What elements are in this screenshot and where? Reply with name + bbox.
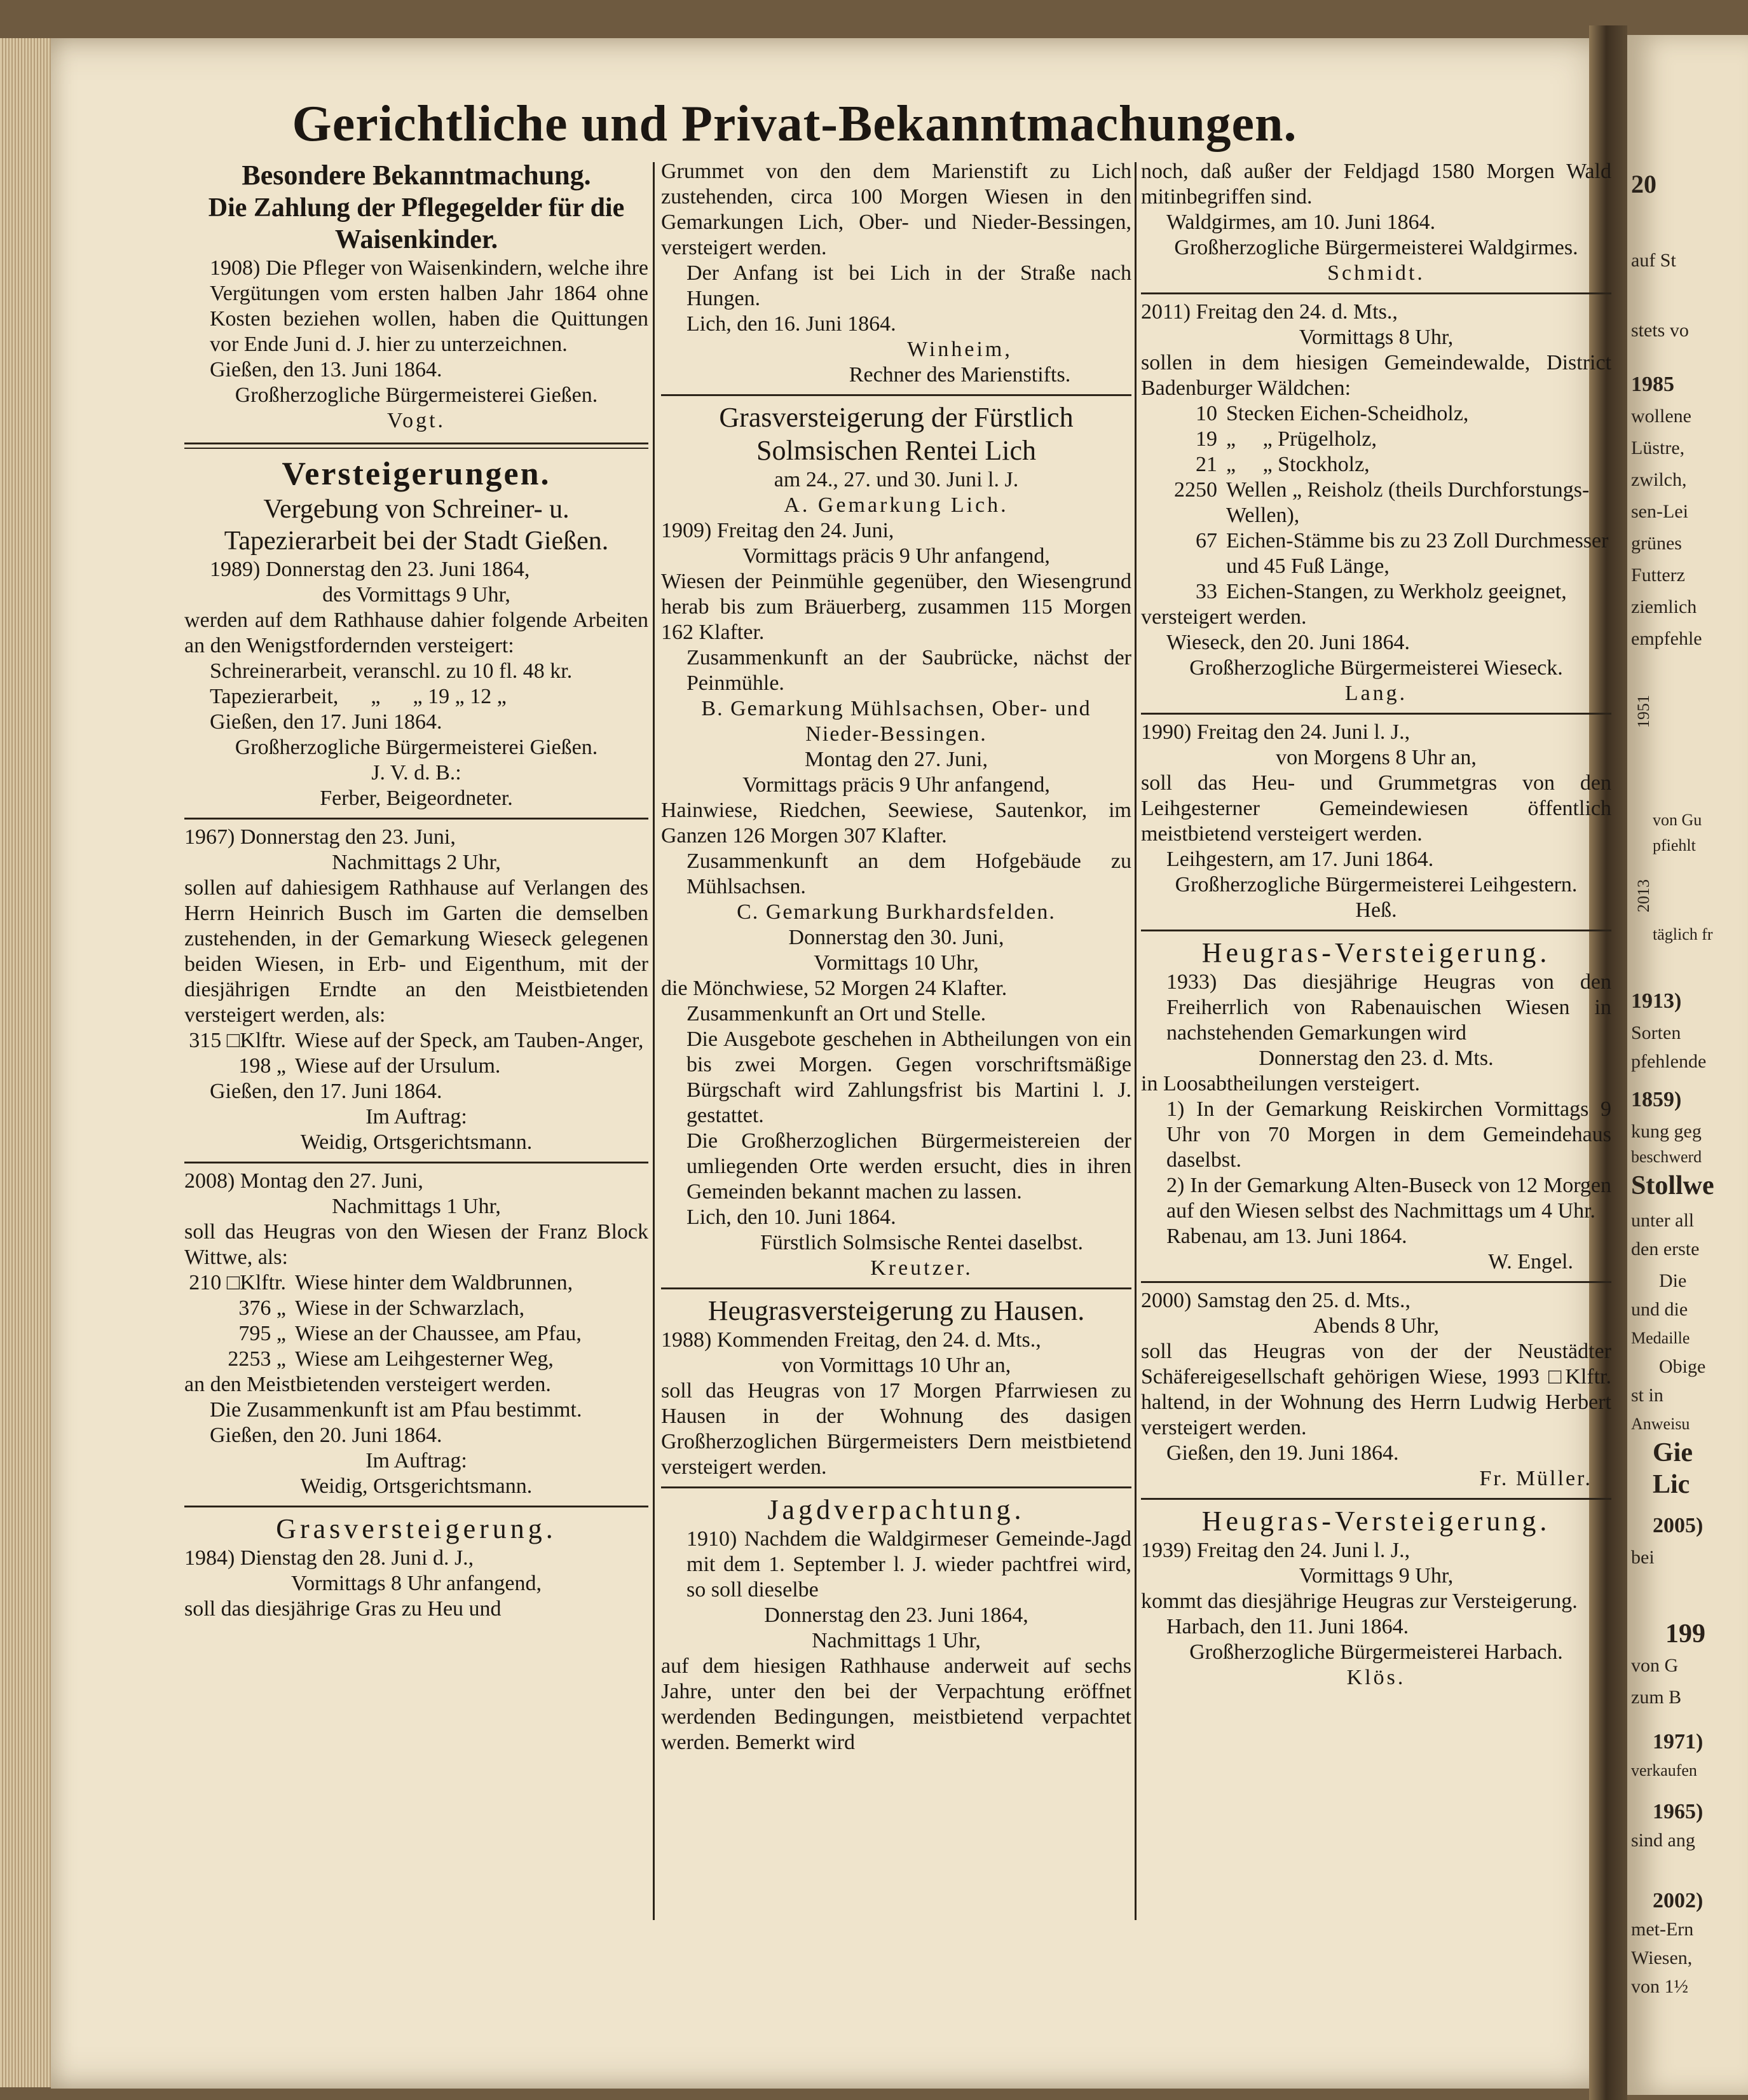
notice-line: 2008) Montag den 27. Juni,	[184, 1169, 423, 1193]
notice-text: in Loosabtheilungen versteigert.	[1141, 1072, 1421, 1095]
item-desc: Wiese auf der Speck, am Tauben-Anger,	[295, 1029, 644, 1052]
notice-line: 1984) Dienstag den 28. Juni d. J.,	[184, 1546, 474, 1570]
item-count: 21	[1196, 453, 1217, 476]
notice-place-date: Wieseck, den 20. Juni 1864.	[1166, 631, 1410, 654]
notice-line: Vormittags präcis 9 Uhr anfangend,	[742, 544, 1050, 568]
notice-authority: Fürstlich Solmsische Rentei daselbst.	[760, 1231, 1084, 1254]
notice-item	[184, 1270, 648, 1296]
right-line: Lüstre,	[1631, 437, 1685, 458]
notice-signature: Klös.	[1346, 1666, 1406, 1689]
notice-rule	[661, 1486, 1131, 1488]
item-count: 10	[1196, 402, 1217, 425]
notice-line: Abends 8 Uhr,	[1313, 1314, 1439, 1338]
right-line: von Gu	[1653, 811, 1702, 829]
item-size: 795 „	[238, 1322, 286, 1345]
right-line: Anweisu	[1631, 1415, 1690, 1433]
notice-rule	[661, 1287, 1131, 1289]
notice-item	[184, 1347, 648, 1372]
item-desc: Wiese hinter dem Waldbrunnen,	[295, 1271, 573, 1294]
right-line: 2002)	[1653, 1889, 1704, 1912]
notice-signature: Schmidt.	[1327, 261, 1425, 285]
notice-heading: Grasversteigerung der Fürstlich Solmsischen Rentei Lich	[719, 402, 1074, 466]
right-line: zwilch,	[1631, 469, 1687, 490]
notice-text: 1908) Die Pfleger von Waisenkindern, welche ihre Vergütungen vom ersten halben Jahr 1864 ohne Kosten beziehen wollen, haben die Quittungen vor Ende Juni d. J. hier zu unterzeichnen.	[210, 256, 648, 356]
right-page-number: 20	[1631, 170, 1656, 198]
page-edges	[0, 38, 54, 2087]
item-desc: Eichen-Stangen, zu Werkholz geeignet,	[1226, 580, 1567, 603]
notice-place-date: Gießen, den 17. Juni 1864.	[210, 710, 442, 734]
notice-item	[1141, 401, 1611, 427]
notice-text: kommt das diesjährige Heugras zur Versteigerung.	[1141, 1589, 1578, 1613]
right-line: 1985	[1631, 373, 1674, 396]
right-line: kung geg	[1631, 1121, 1702, 1142]
notice-authority: Im Auftrag:	[365, 1105, 467, 1129]
notice-rule	[184, 1162, 648, 1163]
item-count: 33	[1196, 580, 1217, 603]
notice-signature: Fr. Müller.	[1479, 1467, 1592, 1490]
right-line: den erste	[1631, 1239, 1700, 1259]
item-size: 376 „	[238, 1296, 286, 1320]
notice-heading: Heugras-Versteigerung.	[1201, 937, 1551, 968]
item-desc: Stecken Eichen-Scheidholz,	[1226, 402, 1469, 425]
notice-line: Vormittags 8 Uhr anfangend,	[290, 1572, 542, 1595]
notice-text: 1910) Nachdem die Waldgirmeser Gemeinde-Jagd mit dem 1. September l. J. wieder pachtfrei wird, so soll dieselbe	[686, 1527, 1131, 1602]
item-size: 315 □Klftr.	[189, 1029, 286, 1052]
notice-item	[1141, 579, 1611, 605]
notice-line: Donnerstag den 30. Juni,	[788, 926, 1004, 949]
notice-text: Der Anfang ist bei Lich in der Straße nach Hungen.	[686, 261, 1131, 310]
item-desc: Wiese am Leihgesterner Weg,	[295, 1347, 554, 1371]
notice-place-date: Gießen, den 17. Juni 1864.	[210, 1080, 442, 1103]
notice-place-date: Lich, den 16. Juni 1864.	[686, 312, 896, 336]
notice-item	[184, 1028, 648, 1053]
notice-item	[184, 1321, 648, 1347]
notice-item: Tapezierarbeit, „ „ 19 „ 12 „	[210, 685, 507, 708]
right-line: Obige	[1659, 1356, 1706, 1377]
notice-rule	[661, 394, 1131, 396]
right-line: met-Ern	[1631, 1919, 1694, 1940]
notice-heading: Heugrasversteigerung zu Hausen.	[707, 1295, 1085, 1326]
notice-place-date: Harbach, den 11. Juni 1864.	[1166, 1615, 1409, 1638]
notice-text: Die Zusammenkunft ist am Pfau bestimmt.	[210, 1398, 582, 1422]
item-desc: Wiese auf der Ursulum.	[295, 1054, 501, 1078]
notice-item: Schreinerarbeit, veranschl. zu 10 fl. 48 kr.	[210, 659, 573, 683]
notice-text: Wiesen der Peinmühle gegenüber, den Wiesengrund herab bis zum Bräuerberg, zusammen 115 Morgen 162 Klafter.	[661, 570, 1131, 644]
notice-text: soll das Heu- und Grummetgras von den Leihgesterner Gemeindewiesen öffentlich meistbietend versteigert werden.	[1141, 771, 1611, 846]
item-count: 67	[1196, 529, 1217, 552]
notice-text: Die Ausgebote geschehen in Abtheilungen von ein bis zwei Morgen. Gegen vorschriftsmäßige Bürgschaft wird Zahlungsfrist bis Martini l. J. gestattet.	[686, 1027, 1131, 1127]
notice-text: Die Großherzoglichen Bürgermeistereien der umliegenden Orte werden ersucht, dies in ihren Gemeinden bekannt machen zu lassen.	[686, 1129, 1131, 1204]
item-desc: Wiese an der Chaussee, am Pfau,	[295, 1322, 582, 1345]
column-1	[184, 159, 648, 1622]
item-desc: Wellen „ Reisholz (theils Durchforstungs-Wellen),	[1226, 478, 1590, 527]
notice-line: Vormittags 8 Uhr,	[1299, 326, 1454, 349]
notice-authority: Im Auftrag:	[365, 1449, 467, 1472]
notice-text: soll das Heugras von der der Neustädter Schäfereigesellschaft gehörigen Wiese, 1993 □Klftr. haltend, in der Wohnung des Herrn Ludwig Herbert versteigert werden.	[1141, 1340, 1611, 1439]
notice-heading: Vergebung von Schreiner- u. Tapezierarbeit bei der Stadt Gießen.	[224, 495, 609, 556]
notice-place-date: Leihgestern, am 17. Juni 1864.	[1166, 848, 1434, 871]
notice-authority: Großherzogliche Bürgermeisterei Harbach.	[1189, 1640, 1563, 1664]
notice-line: am 24., 27. und 30. Juni l. J.	[774, 468, 1019, 491]
notice-text: die Mönchwiese, 52 Morgen 24 Klafter.	[661, 977, 1007, 1000]
notice-signature: Winheim,	[907, 338, 1013, 361]
right-line: Futterz	[1631, 565, 1685, 586]
notice-item	[1141, 427, 1611, 452]
item-desc: „ „ Stockholz,	[1226, 453, 1370, 476]
notice-text: auf dem hiesigen Rathhause anderweit auf sechs Jahre, unter den bei der Verpachtung eröffnet werdenden Bedingungen, meistbietend verpachtet werden. Bemerkt wird	[661, 1654, 1131, 1754]
notice-heading: Jagdverpachtung.	[767, 1494, 1025, 1525]
item-size: 2253 „	[228, 1347, 286, 1371]
notice-place-date: Waldgirmes, am 10. Juni 1864.	[1166, 210, 1436, 234]
right-line: 1859)	[1631, 1088, 1682, 1111]
right-line: Wiesen,	[1631, 1947, 1693, 1968]
notice-rule	[1141, 1498, 1611, 1500]
right-line: 1951	[1634, 695, 1653, 728]
notice-text: Zusammenkunft an dem Hofgebäude zu Mühlsachsen.	[686, 849, 1131, 898]
notice-heading: Besondere Bekanntmachung.	[242, 160, 591, 191]
notice-line: Nachmittags 1 Uhr,	[812, 1629, 981, 1652]
notice-text: versteigert werden.	[1141, 605, 1307, 629]
notice-text: Hainwiese, Riedchen, Seewiese, Sautenkor, im Ganzen 126 Morgen 307 Klafter.	[661, 799, 1131, 848]
notice-line: Nachmittags 2 Uhr,	[332, 851, 501, 874]
right-line: unter all	[1631, 1210, 1695, 1231]
notice-line: Nachmittags 1 Uhr,	[332, 1195, 501, 1218]
notice-authority: Großherzogliche Bürgermeisterei Waldgirmes.	[1174, 236, 1578, 259]
column-divider	[653, 162, 655, 1920]
section-rule	[184, 443, 648, 449]
notice-rule	[184, 818, 648, 820]
item-count: 2250	[1174, 478, 1217, 502]
right-line: 1965)	[1653, 1800, 1704, 1823]
right-line: von 1½	[1631, 1976, 1688, 1997]
notice-line: 1990) Freitag den 24. Juni l. J.,	[1141, 720, 1410, 744]
right-line: sind ang	[1631, 1830, 1695, 1851]
right-line: Medaille	[1631, 1329, 1690, 1347]
notice-text: noch, daß außer der Feldjagd 1580 Morgen Wald mitinbegriffen sind.	[1141, 160, 1611, 209]
notice-subheading: Die Zahlung der Pflegegelder für die Waisenkinder.	[208, 193, 625, 254]
notice-signature: Ferber, Beigeordneter.	[320, 786, 513, 810]
notice-text: sollen in dem hiesigen Gemeindewalde, District Badenburger Wäldchen:	[1141, 351, 1611, 400]
notice-signature: Vogt.	[386, 409, 446, 432]
notice-line: Montag den 27. Juni,	[804, 748, 988, 771]
notice-rule	[184, 1506, 648, 1507]
right-line: bei	[1631, 1547, 1655, 1568]
notice-line: Donnerstag den 23. d. Mts.	[1259, 1047, 1494, 1070]
right-page-fragment	[1627, 35, 1748, 2095]
notice-signature: Lang.	[1344, 682, 1408, 705]
column-2	[661, 159, 1131, 1755]
item-size: 210 □Klftr.	[189, 1271, 286, 1294]
right-line: st in	[1631, 1385, 1663, 1406]
notice-line: des Vormittags 9 Uhr,	[322, 583, 510, 607]
notice-heading: Heugras-Versteigerung.	[1201, 1506, 1551, 1537]
notice-signature: Weidig, Ortsgerichtsmann.	[300, 1130, 533, 1154]
column-3	[1141, 159, 1611, 1691]
item-desc: Wiese in der Schwarzlach,	[295, 1296, 525, 1320]
notice-rule	[1141, 713, 1611, 715]
notice-line: 1989) Donnerstag den 23. Juni 1864,	[210, 558, 530, 581]
notice-text: an den Meistbietenden versteigert werden.	[184, 1373, 551, 1396]
notice-text: 1933) Das diesjährige Heugras von den Freiherrlich von Rabenauischen Wiesen in nachstehenden Gemarkungen wird	[1166, 970, 1611, 1045]
right-line: ziemlich	[1631, 596, 1697, 617]
notice-item	[1141, 528, 1611, 579]
notice-signature: Rechner des Marienstifts.	[849, 363, 1071, 387]
notice-authority: Großherzogliche Bürgermeisterei Gießen.	[235, 736, 598, 759]
right-line: 2013	[1634, 879, 1653, 912]
right-line: sen-Lei	[1631, 501, 1688, 522]
notice-line: Vormittags 10 Uhr,	[814, 951, 979, 975]
notice-signature: Weidig, Ortsgerichtsmann.	[300, 1474, 533, 1498]
right-line: 2005)	[1653, 1514, 1704, 1537]
item-count: 19	[1196, 427, 1217, 451]
item-desc: Eichen-Stämme bis zu 23 Zoll Durchmesser und 45 Fuß Länge,	[1226, 529, 1609, 578]
right-line: und die	[1631, 1299, 1688, 1320]
notice-place-date: Gießen, den 19. Juni 1864.	[1166, 1441, 1399, 1465]
notice-text: sollen auf dahiesigem Rathhause auf Verlangen des Herrn Heinrich Busch im Garten die demselben zustehenden, in der Gemarkung Wieseck gelegenen beiden Wiesen, in Erb- und Eigenthum, mit der diesjährigen Erndte an den Meistbietenden versteigert werden, als:	[184, 876, 648, 1027]
right-line: Sorten	[1631, 1022, 1681, 1043]
right-line: pfehlende	[1631, 1051, 1707, 1072]
notice-place-date: Gießen, den 20. Juni 1864.	[210, 1424, 442, 1447]
notice-place-date: Gießen, den 13. Juni 1864.	[210, 358, 442, 381]
notice-line: von Vormittags 10 Uhr an,	[781, 1354, 1011, 1377]
right-line: pfiehlt	[1653, 836, 1696, 854]
notice-line: Vormittags 9 Uhr,	[1299, 1564, 1454, 1588]
notice-signature: Kreutzer.	[870, 1256, 973, 1280]
notice-signature: Heß.	[1355, 898, 1397, 922]
notice-text: Zusammenkunft an der Saubrücke, nächst der Peinmühle.	[686, 646, 1131, 695]
right-line: beschwerd	[1631, 1148, 1702, 1166]
notice-place-date: Rabenau, am 13. Juni 1864.	[1166, 1225, 1407, 1248]
notice-text: soll das Heugras von den Wiesen der Franz Block Wittwe, als:	[184, 1220, 648, 1269]
notice-line: Donnerstag den 23. Juni 1864,	[764, 1603, 1028, 1627]
notice-text: werden auf dem Rathhause dahier folgende Arbeiten an den Wenigstfordernden versteigert:	[184, 608, 648, 657]
notice-item: 1) In der Gemarkung Reiskirchen Vormittags 9 Uhr von 70 Morgen in dem Gemeindehaus daselbst.	[1166, 1097, 1611, 1172]
notice-item: 2) In der Gemarkung Alten-Buseck von 12 Morgen auf den Wiesen selbst des Nachmittags um 4 Uhr.	[1166, 1174, 1611, 1223]
item-desc: „ „ Prügelholz,	[1226, 427, 1377, 451]
notice-line: Vormittags präcis 9 Uhr anfangend,	[742, 773, 1050, 797]
notice-subheading: C. Gemarkung Burkhardsfelden.	[737, 900, 1056, 924]
notice-subheading: B. Gemarkung Mühlsachsen, Ober- und Nieder-Bessingen.	[701, 697, 1091, 746]
notice-item	[184, 1053, 648, 1079]
notice-text: Zusammenkunft an Ort und Stelle.	[686, 1002, 987, 1026]
section-heading: Versteigerungen.	[282, 456, 551, 492]
right-line: 1971)	[1653, 1730, 1704, 1753]
item-size: 198 „	[238, 1054, 286, 1078]
notice-line: 1909) Freitag den 24. Juni,	[661, 519, 894, 542]
right-line: täglich fr	[1653, 925, 1713, 944]
right-line: auf St	[1631, 250, 1676, 271]
notice-item	[184, 1296, 648, 1321]
notice-heading: Grasversteigerung.	[276, 1513, 557, 1544]
notice-authority: Großherzogliche Bürgermeisterei Gießen.	[235, 383, 598, 407]
right-line: stets vo	[1631, 320, 1689, 341]
notice-authority: J. V. d. B.:	[371, 761, 461, 785]
right-line: zum B	[1631, 1687, 1682, 1708]
notice-item	[1141, 452, 1611, 477]
notice-text: Grummet von den dem Marienstift zu Lich zustehenden, circa 100 Morgen Wiesen in den Gemarkungen Lich, Ober- und Nieder-Bessingen, versteigert werden.	[661, 160, 1131, 259]
notice-subheading: A. Gemarkung Lich.	[784, 493, 1009, 517]
right-line: empfehle	[1631, 628, 1702, 649]
notice-item	[1141, 477, 1611, 528]
notice-rule	[1141, 292, 1611, 294]
notice-line: 2000) Samstag den 25. d. Mts.,	[1141, 1289, 1411, 1312]
notice-authority: Großherzogliche Bürgermeisterei Leihgestern.	[1175, 873, 1578, 896]
notice-rule	[1141, 1281, 1611, 1283]
right-line: verkaufen	[1631, 1761, 1697, 1780]
notice-authority: Großherzogliche Bürgermeisterei Wieseck.	[1189, 656, 1563, 680]
right-line: 199	[1665, 1619, 1705, 1649]
notice-line: 1988) Kommenden Freitag, den 24. d. Mts.,	[661, 1328, 1041, 1352]
right-line: wollene	[1631, 406, 1691, 427]
column-divider	[1135, 162, 1137, 1920]
right-line: von G	[1631, 1655, 1679, 1676]
notice-text: soll das Heugras von 17 Morgen Pfarrwiesen zu Hausen in der Wohnung des dasigen Großherzoglichen Bürgermeisters Dern meistbietend versteigert werden.	[661, 1379, 1131, 1479]
notice-line: 1939) Freitag den 24. Juni l. J.,	[1141, 1539, 1410, 1562]
notice-line: von Morgens 8 Uhr an,	[1276, 746, 1477, 769]
notice-rule	[1141, 930, 1611, 931]
right-line: Lic	[1653, 1470, 1690, 1499]
page-title: Gerichtliche und Privat-Bekanntmachungen.	[292, 96, 1297, 152]
notice-signature: W. Engel.	[1488, 1250, 1573, 1273]
notice-line: 2011) Freitag den 24. d. Mts.,	[1141, 300, 1398, 324]
right-line: Gie	[1653, 1438, 1693, 1467]
right-line: 1913)	[1631, 989, 1682, 1013]
right-line: grünes	[1631, 533, 1682, 554]
right-line: Stollwe	[1631, 1171, 1714, 1200]
notice-place-date: Lich, den 10. Juni 1864.	[686, 1205, 896, 1229]
right-line: Die	[1659, 1270, 1687, 1291]
notice-text: soll das diesjährige Gras zu Heu und	[184, 1597, 502, 1621]
notice-line: 1967) Donnerstag den 23. Juni,	[184, 825, 456, 849]
